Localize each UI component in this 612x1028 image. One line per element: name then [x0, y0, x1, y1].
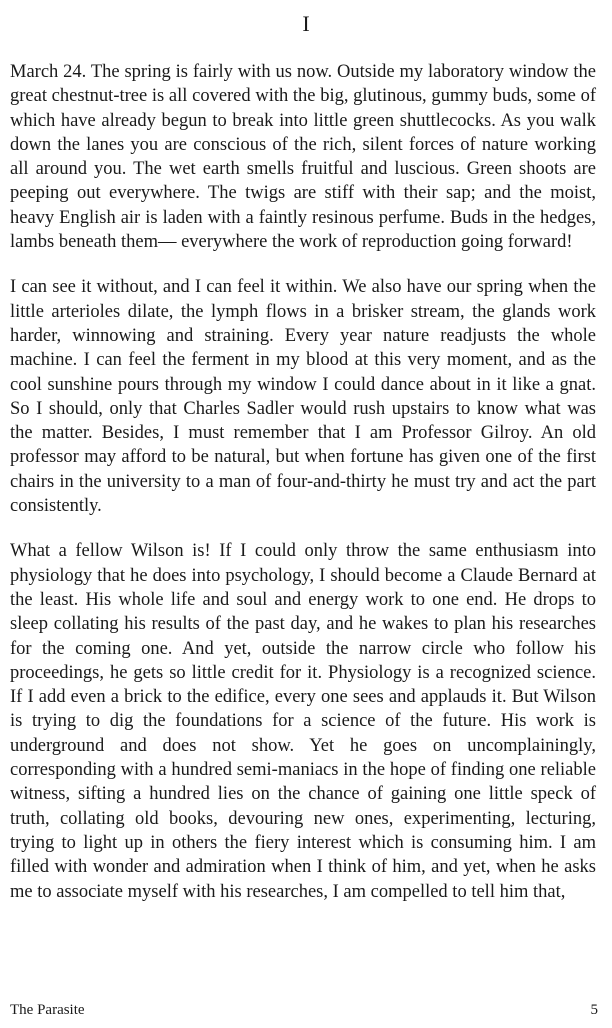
paragraph-3: What a fellow Wilson is! If I could only throw the same enthusiasm into physiology that he does into psychology, I should become a Claude Bernard at the least. His whole life and soul and energy work to one end. He drops to sleep collating his results of the past day, and he wakes to plan his researches for the coming one. And yet, outside the narrow circle who follow his proceedings, he gets so little credit for it. Physiology is a recognized science. If I add even a brick to the edifice, every one sees and applauds it. But Wilson is trying to dig the foundations for a science of the future. His work is underground and does not show. Yet he goes on uncomplainingly, corresponding with a hundred semi-maniacs in the hope of finding one reliable witness, sifting a hundred lies on the chance of gaining one little speck of truth, collating old books, devouring new ones, experimenting, lecturing, trying to light up in others the fiery interest which is consuming him. I am filled with wonder and admiration when I think of him, and yet, when he asks me to associate myself with his researches, I am compelled to tell him that, — [10, 541, 596, 902]
footer-page-number: 5 — [590, 1002, 598, 1018]
page-footer — [10, 999, 598, 1021]
body-text — [10, 60, 596, 925]
paragraph-2: I can see it without, and I can feel it within. We also have our spring when the little arterioles dilate, the lymph flows in a brisker stream, the glands work harder, winnowing and straining. Every year nature readjusts the whole machine. I can feel the ferment in my blood at this very moment, and as the cool sunshine pours through my window I could dance about in it like a gnat. So I should, only that Charles Sadler would rush upstairs to know what was the matter. Besides, I must remember that I am Professor Gilroy. An old professor may afford to be natural, but when fortune has given one of the first chairs in the university to a man of four-and-thirty he must try and act the part consistently. — [10, 277, 596, 517]
paragraph-1: March 24. The spring is fairly with us now. Outside my laboratory window the great chestnut-tree is all covered with the big, glutinous, gummy buds, some of which have already begun to break into little green shuttlecocks. As you walk down the lanes you are conscious of the rich, silent forces of nature working all around you. The wet earth smells fruitful and luscious. Green shoots are peeping out everywhere. The twigs are stiff with their sap; and the moist, heavy English air is laden with a faintly resinous perfume. Buds in the hedges, lambs beneath them— everywhere the work of reproduction going forward! — [10, 62, 596, 253]
footer-book-title: The Parasite — [10, 1002, 85, 1018]
chapter-heading: I — [302, 11, 310, 36]
